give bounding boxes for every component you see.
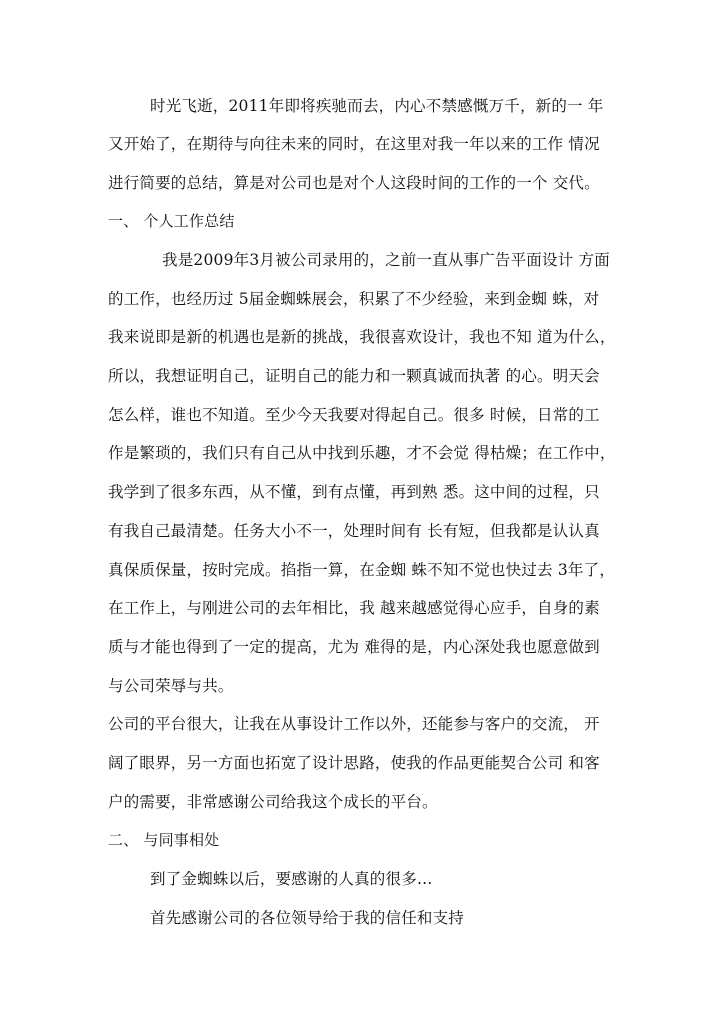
paragraph-2-line-5: 怎么样，谁也不知道。至少今天我要对得起自己。很多 时候，日常的工 — [108, 406, 600, 424]
paragraph-1-line-3: 进行简要的总结，算是对公司也是对个人这段时间的工作的一个 交代。 — [108, 174, 600, 192]
paragraph-3-line-2: 阔了眼界，另一方面也拓宽了设计思路，使我的作品更能契合公司 和客 — [108, 754, 600, 772]
paragraph-3-line-3: 户的需要，非常感谢公司给我这个成长的平台。 — [108, 793, 438, 811]
paragraph-2-line-8: 有我自己最清楚。任务大小不一，处理时间有 长有短，但我都是认认真 — [108, 522, 600, 540]
paragraph-2-line-4: 所以，我想证明自己，证明自己的能力和一颗真诚而执著 的心。明天会 — [108, 367, 600, 385]
section-heading-1: 一、 个人工作总结 — [108, 212, 235, 230]
paragraph-2-line-9: 真保质保量，按时完成。掐指一算，在金蜘 蛛不知不觉也快过去 3年了， — [108, 561, 616, 579]
paragraph-2-line-12: 与公司荣辱与共。 — [108, 677, 234, 695]
paragraph-2-line-6: 作是繁琐的，我们只有自己从中找到乐趣，才不会觉 得枯燥；在工作中， — [108, 444, 616, 462]
paragraph-3-line-1: 公司的平台很大，让我在从事设计工作以外，还能参与客户的交流， 开 — [108, 715, 600, 733]
paragraph-2-line-10: 在工作上，与刚进公司的去年相比，我 越来越感觉得心应手，自身的素 — [108, 599, 600, 617]
paragraph-2-line-2: 的工作，也经历过 5届金蜘蛛展会，积累了不少经验，来到金蜘 蛛，对 — [108, 290, 600, 308]
paragraph-1-line-2: 又开始了，在期待与向往未来的同时，在这里对我一年以来的工作 情况 — [108, 135, 600, 153]
paragraph-2-line-11: 质与才能也得到了一定的提高，尤为 难得的是，内心深处我也愿意做到 — [108, 638, 600, 656]
paragraph-2-line-7: 我学到了很多东西，从不懂，到有点懂，再到熟 悉。这中间的过程，只 — [108, 483, 600, 501]
paragraph-5-line-1: 首先感谢公司的各位领导给于我的信任和支持 — [150, 909, 465, 927]
paragraph-2-line-3: 我来说即是新的机遇也是新的挑战，我很喜欢设计，我也不知 道为什么， — [108, 328, 616, 346]
paragraph-4-line-1: 到了金蜘蛛以后，要感谢的人真的很多… — [150, 870, 433, 888]
section-heading-2: 二、 与同事相处 — [108, 831, 220, 849]
paragraph-1-line-1: 时光飞逝，2011年即将疾驰而去，内心不禁感慨万千，新的一 年 — [150, 97, 604, 115]
paragraph-2-line-1: 我是2009年3月被公司录用的，之前一直从事广告平面设计 方面 — [162, 251, 610, 269]
